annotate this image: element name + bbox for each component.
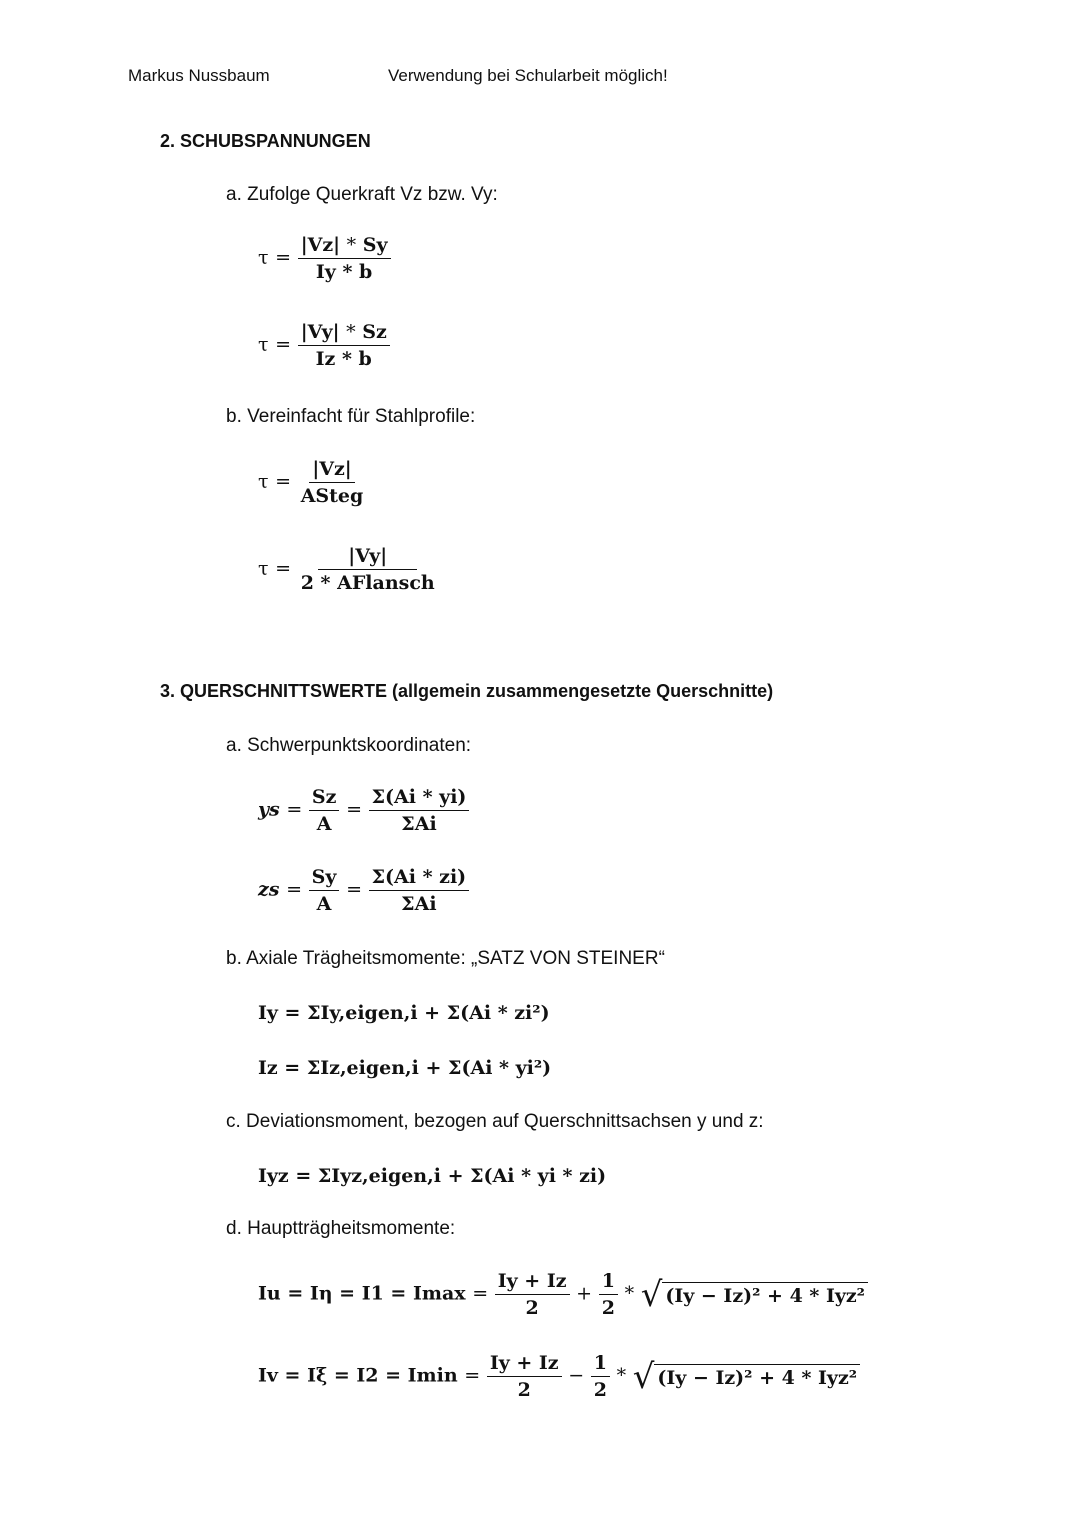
radicand: (Iy − Iz)² + 4 * Iyz² <box>662 1282 868 1307</box>
equals-sign: = <box>275 470 292 493</box>
formula-tau-vy <box>258 321 390 370</box>
numerator-sum-ai-zi: Σ(Ai * zi) <box>369 866 470 891</box>
numerator-one: 1 <box>599 1270 618 1295</box>
plus-sign: + <box>576 1282 593 1305</box>
denominator-iz-b: Iz * b <box>315 348 372 370</box>
header-note: Verwendung bei Schularbeit möglich! <box>388 66 668 85</box>
equals-sign: = <box>286 878 303 901</box>
numerator-sy: Sy <box>362 234 388 256</box>
formula-tau-vz <box>258 234 391 283</box>
equals-sign: = <box>346 798 362 821</box>
denominator-iy-b: Iy * b <box>315 261 373 283</box>
equals-sign: = <box>275 557 292 580</box>
equals-sign: = <box>286 798 303 821</box>
fraction <box>487 1352 562 1401</box>
formula-tau-steg <box>258 458 366 507</box>
equals-sign: = <box>275 246 292 269</box>
numerator-one: 1 <box>591 1352 610 1377</box>
tau-symbol: τ <box>258 246 269 269</box>
denominator-two: 2 <box>517 1379 531 1401</box>
section-3d-title: d. Hauptträgheitsmomente: <box>226 1218 456 1239</box>
section-2a-title: a. Zufolge Querkraft Vz bzw. Vy: <box>226 184 498 205</box>
formula-steiner-y: Iy = ΣIy,eigen,i + Σ(Ai * zi²) <box>258 1002 550 1024</box>
section-3c-title: c. Deviationsmoment, bezogen auf Querschnittsachsen y und z: <box>226 1111 764 1132</box>
equals-sign: = <box>472 1282 489 1305</box>
times-sign: * <box>346 321 356 343</box>
numerator-vz: |Vz| <box>309 458 354 483</box>
numerator-iy-plus-iz: Iy + Iz <box>495 1270 570 1295</box>
i-max-lhs: Iu = Iη = I1 = Imax <box>258 1282 466 1305</box>
square-root-icon: √ <box>640 1274 663 1315</box>
section-3a-title: a. Schwerpunktskoordinaten: <box>226 735 472 756</box>
formula-deviation: Iyz = ΣIyz,eigen,i + Σ(Ai * yi * zi) <box>258 1165 607 1187</box>
fraction <box>495 1270 570 1319</box>
denominator-sum-ai: ΣAi <box>401 813 437 835</box>
ys-symbol: ys <box>258 798 280 821</box>
denominator-two: 2 <box>601 1297 615 1319</box>
equals-sign: = <box>275 333 292 356</box>
author-name: Markus Nussbaum <box>128 66 270 85</box>
formula-zs <box>258 866 469 915</box>
formula-steiner-z: Iz = ΣIz,eigen,i + Σ(Ai * yi²) <box>258 1057 552 1079</box>
zs-symbol: zs <box>258 878 280 901</box>
tau-symbol: τ <box>258 470 269 493</box>
fraction <box>599 1270 618 1319</box>
numerator-vz: |Vz| <box>300 234 341 256</box>
denominator-a: A <box>316 813 332 835</box>
fraction <box>298 545 438 594</box>
denominator-sum-ai: ΣAi <box>401 893 437 915</box>
minus-sign: − <box>568 1364 585 1387</box>
fraction <box>298 234 391 283</box>
radicand: (Iy − Iz)² + 4 * Iyz² <box>654 1364 860 1389</box>
denominator-a: A <box>316 893 332 915</box>
equals-sign: = <box>464 1364 481 1387</box>
fraction <box>298 458 367 507</box>
fraction <box>369 866 470 915</box>
tau-symbol: τ <box>258 557 269 580</box>
formula-i-max <box>258 1270 868 1319</box>
numerator-iy-plus-iz: Iy + Iz <box>487 1352 562 1377</box>
numerator-sy: Sy <box>309 866 340 891</box>
section-2-title: 2. SCHUBSPANNUNGEN <box>160 131 371 151</box>
section-3-title: 3. QUERSCHNITTSWERTE (allgemein zusammengesetzte Querschnitte) <box>160 681 774 701</box>
fraction <box>591 1352 610 1401</box>
numerator-vy: |Vy| <box>318 545 417 570</box>
tau-symbol: τ <box>258 333 269 356</box>
section-3b-title: b. Axiale Trägheitsmomente: „SATZ VON STEINER“ <box>226 948 665 969</box>
formula-i-min <box>258 1352 860 1401</box>
denominator-two: 2 <box>525 1297 539 1319</box>
i-min-lhs: Iv = Iξ = I2 = Imin <box>258 1364 458 1387</box>
denominator-two: 2 <box>593 1379 607 1401</box>
formula-tau-flansch <box>258 545 438 594</box>
fraction <box>298 321 390 370</box>
numerator-sz: Sz <box>309 786 340 811</box>
section-2b-title: b. Vereinfacht für Stahlprofile: <box>226 406 476 427</box>
fraction <box>309 786 340 835</box>
formula-ys <box>258 786 469 835</box>
times-sign: * <box>624 1282 635 1305</box>
numerator-vy: |Vy| <box>300 321 340 343</box>
denominator-a-steg: ASteg <box>300 485 364 507</box>
times-sign: * <box>616 1364 627 1387</box>
square-root-icon: √ <box>632 1356 655 1397</box>
times-sign: * <box>346 234 357 256</box>
denominator-a-flansch: 2 * AFlansch <box>300 572 435 594</box>
numerator-sz: Sz <box>362 321 387 343</box>
numerator-sum-ai-yi: Σ(Ai * yi) <box>369 786 470 811</box>
fraction <box>369 786 470 835</box>
fraction <box>309 866 340 915</box>
equals-sign: = <box>346 878 362 901</box>
